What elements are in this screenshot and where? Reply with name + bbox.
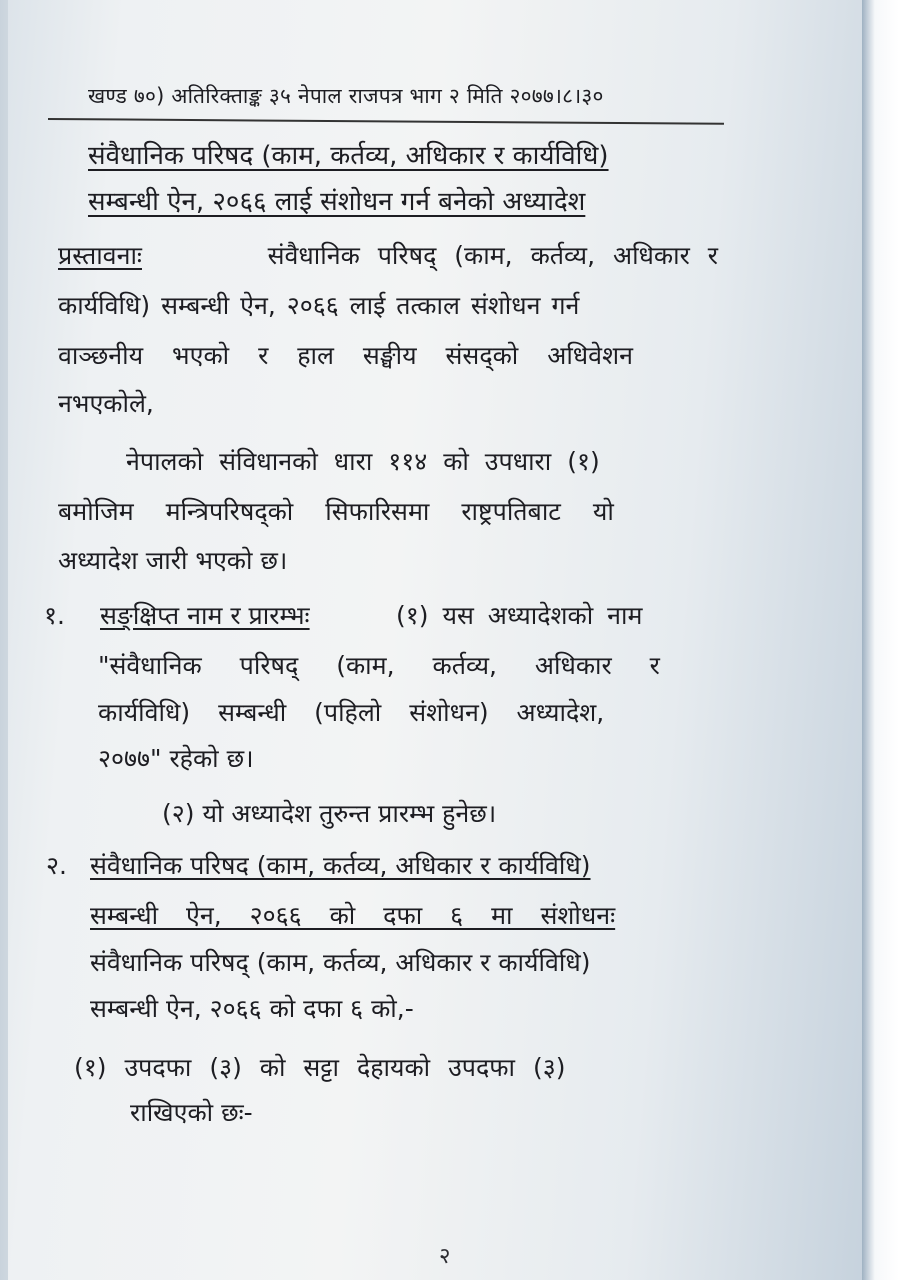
section-1-line-3: कार्यविधि) सम्बन्धी (पहिलो संशोधन) अध्यादेश,	[98, 698, 605, 727]
enactment-line-2: बमोजिम मन्त्रिपरिषद्को सिफारिसमा राष्ट्रपतिबाट यो	[58, 497, 614, 526]
gazette-header: खण्ड ७०) अतिरिक्ताङ्क ३५ नेपाल राजपत्र भाग २ मिति २०७७।८।३०	[88, 84, 604, 108]
section-1-heading: सङ्क्षिप्त नाम र प्रारम्भः	[100, 601, 310, 630]
preamble-line-4: नभएकोले,	[58, 389, 154, 418]
section-1-line-2: "संवैधानिक परिषद् (काम, कर्तव्य, अधिकार र	[98, 651, 660, 680]
page-number: २	[439, 1244, 451, 1269]
section-1-number: १.	[44, 601, 65, 630]
enactment-line-1: नेपालको संविधानको धारा ११४ को उपधारा (१)	[126, 447, 600, 476]
page-edge	[862, 0, 899, 1280]
section-1-subsection-2: (२) यो अध्यादेश तुरुन्त प्रारम्भ हुनेछ।	[162, 799, 497, 828]
section-2-clause-1-line-2: राखिएको छः-	[130, 1098, 253, 1127]
section-2-line-3: संवैधानिक परिषद् (काम, कर्तव्य, अधिकार र कार्यविधि)	[90, 948, 591, 977]
section-1-line-4: २०७७" रहेको छ।	[98, 744, 254, 773]
section-2-clause-1-line-1: (१) उपदफा (३) को सट्टा देहायको उपदफा (३)	[74, 1053, 566, 1082]
section-2-heading-line-2: सम्बन्धी ऐन, २०६६ को दफा ६ मा संशोधनः	[90, 901, 616, 930]
preamble-line-2: कार्यविधि) सम्बन्धी ऐन, २०६६ लाई तत्काल संशोधन गर्न	[58, 291, 580, 320]
ordinance-title-line-2: सम्बन्धी ऐन, २०६६ लाई संशोधन गर्न बनेको अध्यादेश	[88, 187, 586, 217]
preamble-line-1	[58, 238, 718, 272]
enactment-line-3: अध्यादेश जारी भएको छ।	[58, 546, 288, 575]
section-2-heading-line-1: संवैधानिक परिषद (काम, कर्तव्य, अधिकार र कार्यविधि)	[90, 851, 591, 880]
preamble-line-3: वाञ्छनीय भएको र हाल सङ्घीय संसद्को अधिवेशन	[58, 341, 633, 370]
section-2-line-4: सम्बन्धी ऐन, २०६६ को दफा ६ को,-	[90, 994, 414, 1023]
section-1-line-1-text: (१) यस अध्यादेशको नाम	[396, 601, 643, 630]
ordinance-title-line-1: संवैधानिक परिषद (काम, कर्तव्य, अधिकार र कार्यविधि)	[88, 141, 609, 171]
preamble-label: प्रस्तावनाः	[58, 241, 142, 270]
preamble-line-1-text: संवैधानिक परिषद् (काम, कर्तव्य, अधिकार र	[267, 241, 718, 270]
section-2-number: २.	[46, 851, 67, 880]
